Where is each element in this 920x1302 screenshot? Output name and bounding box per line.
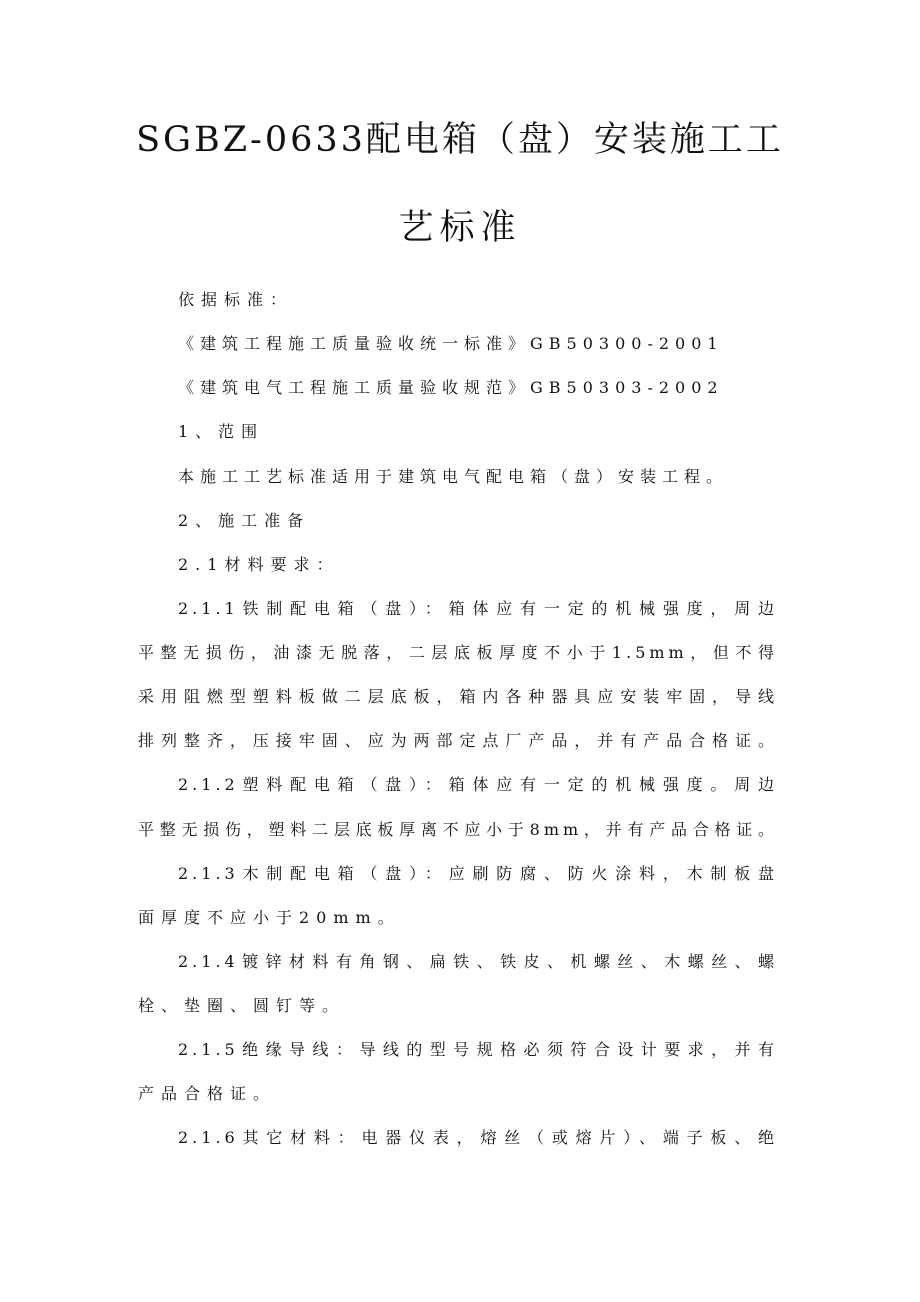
para-2-1-5-line-2: 产品合格证。 bbox=[138, 1084, 277, 1103]
para-2-1-6-line-1: 2.1.6其它材料：电器仪表，熔丝（或熔片）、端子板、绝 bbox=[178, 1128, 778, 1147]
section-1-text: 本施工工艺标准适用于建筑电气配电箱（盘）安装工程。 bbox=[178, 467, 729, 486]
basis-label: 依据标准： bbox=[178, 290, 294, 309]
para-2-1-1-line-1: 2.1.1铁制配电箱（盘）：箱体应有一定的机械强度，周边 bbox=[178, 599, 778, 618]
para-2-1-4-line-1: 2.1.4镀锌材料有角钢、扁铁、铁皮、机螺丝、木螺丝、螺 bbox=[178, 952, 778, 971]
document-title-line-2: 艺标准 bbox=[398, 208, 522, 248]
para-2-1-3-line-2: 面厚度不应小于20mm。 bbox=[138, 908, 401, 927]
para-2-1-3-line-1: 2.1.3木制配电箱（盘）：应刷防腐、防火涂料，木制板盘 bbox=[178, 864, 778, 883]
para-2-1-1-line-4: 排列整齐，压接牢固、应为两部定点厂产品，并有产品合格证。 bbox=[138, 731, 778, 750]
section-2-1-heading: 2.1材料要求： bbox=[178, 555, 340, 574]
para-2-1-2-line-1: 2.1.2塑料配电箱（盘）：箱体应有一定的机械强度。周边 bbox=[178, 775, 778, 794]
standard-reference-1: 《建筑工程施工质量验收统一标准》GB50300-2001 bbox=[178, 334, 724, 353]
standard-reference-2: 《建筑电气工程施工质量验收规范》GB50303-2002 bbox=[178, 378, 724, 397]
para-2-1-5-line-1: 2.1.5绝缘导线：导线的型号规格必须符合设计要求，并有 bbox=[178, 1040, 778, 1059]
section-2-heading: 2、施工准备 bbox=[178, 511, 311, 530]
para-2-1-1-line-3: 采用阻燃型塑料板做二层底板，箱内各种器具应安装牢固，导线 bbox=[138, 687, 778, 706]
para-2-1-1-line-2: 平整无损伤，油漆无脱落，二层底板厚度不小于1.5mm，但不得 bbox=[138, 643, 778, 662]
para-2-1-4-line-2: 栓、垫圈、圆钉等。 bbox=[138, 996, 346, 1015]
document-title-line-1: SGBZ-0633配电箱（盘）安装施工工 bbox=[136, 120, 784, 160]
para-2-1-2-line-2: 平整无损伤，塑料二层底板厚离不应小于8mm，并有产品合格证。 bbox=[138, 820, 778, 839]
section-1-heading: 1、范围 bbox=[178, 422, 265, 441]
